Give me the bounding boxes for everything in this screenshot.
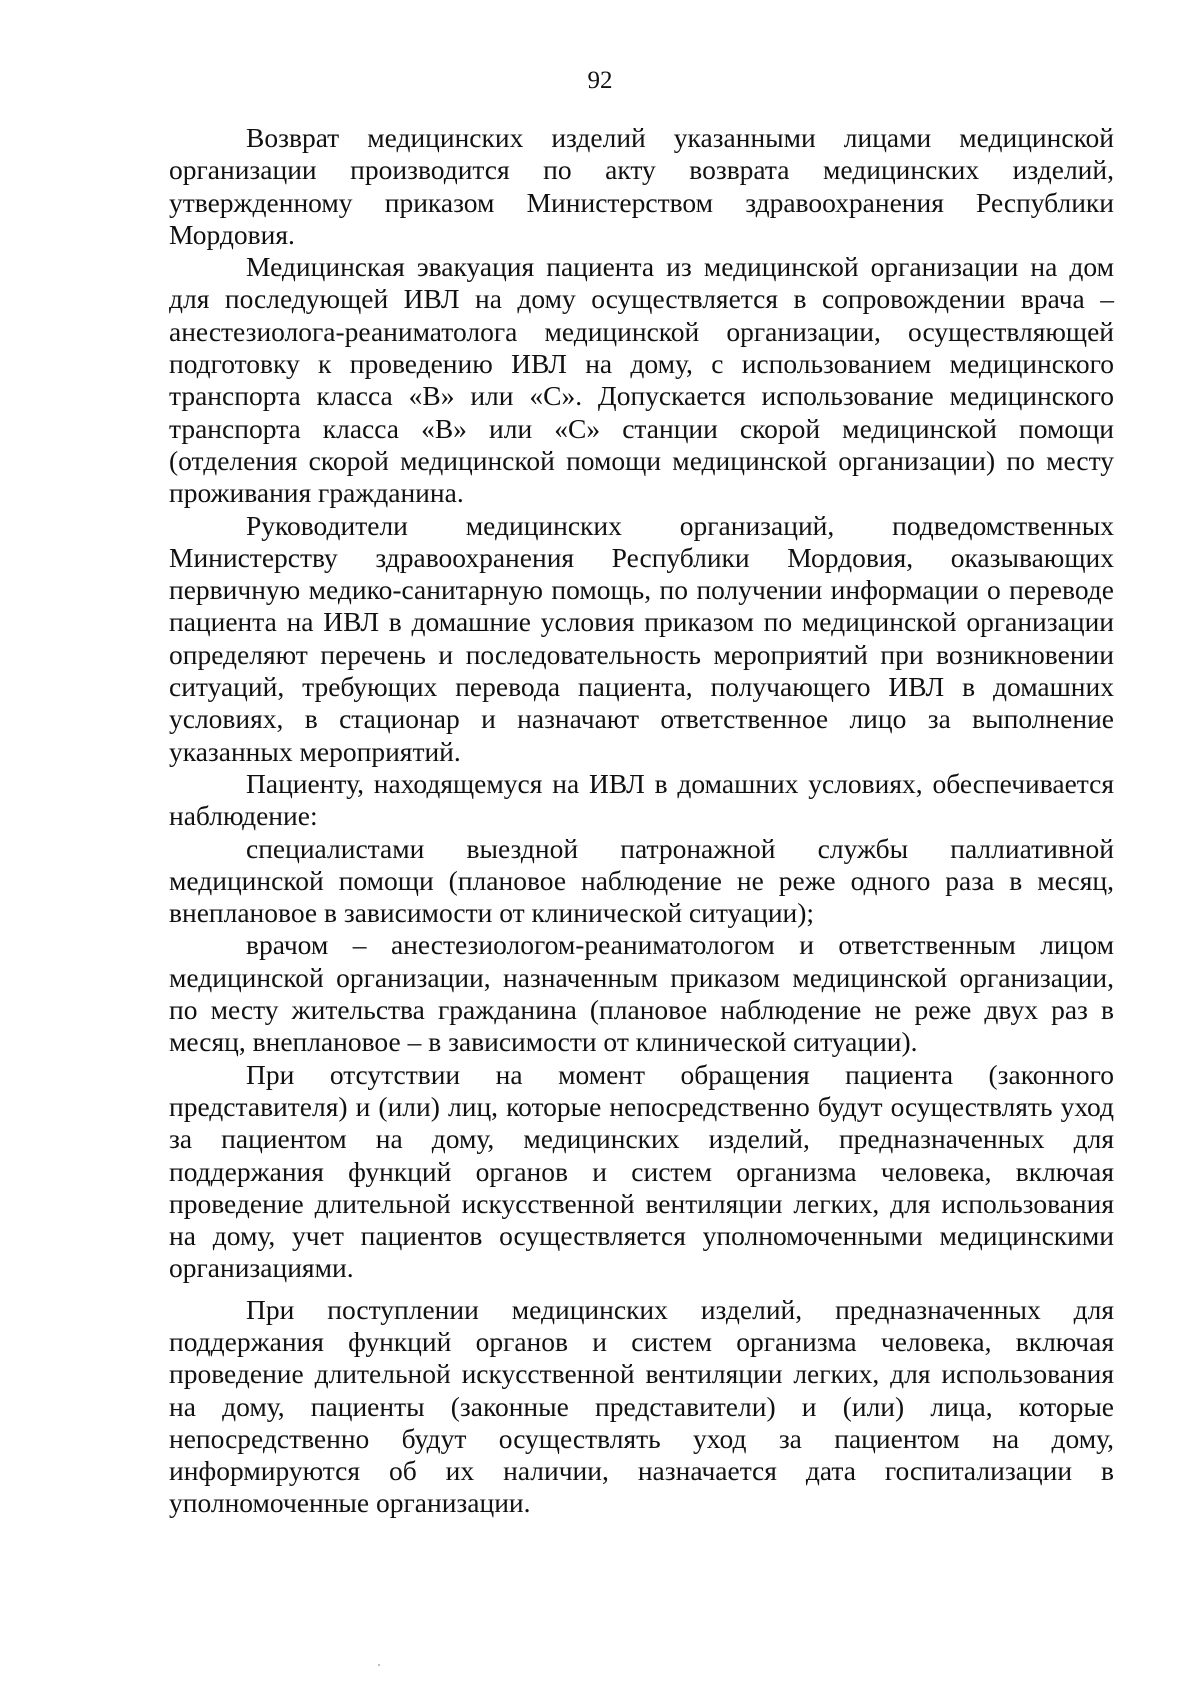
paragraph-medical-evacuation: Медицинская эвакуация пациента из медицинской организации на дом для последующей ИВЛ на дому осуществляется в сопровождении врача – анестезиолога-реаниматолога медицинской организации, осуществляющей подготовку к проведению ИВЛ на дому, с использованием медицинского транспорта класса «В» или «С». Допускается использование медицинского транспорта класса «В» или «С» станции скорой медицинской помощи (отделения скорой медицинской помощи медицинской организации) по месту проживания гражданина. [169,251,1114,509]
paragraph-organization-heads: Руководители медицинских организаций, подведомственных Министерству здравоохранения Республики Мордовия, оказывающих первичную медико-санитарную помощь, по получении информации о переводе пациента на ИВЛ в домашние условия приказом по медицинской организации определяют перечень и последовательность мероприятий при возникновении ситуаций, требующих перевода пациента, получающего ИВЛ в домашних условиях, в стационар и назначают ответственное лицо за выполнение указанных мероприятий. [169,509,1114,767]
paragraph-device-arrival: При поступлении медицинских изделий, предназначенных для поддержания функций органов и систем организма человека, включая проведение длительной искусственной вентиляции легких, для использования на дому, пациенты (законные представители) и (или) лица, которые непосредственно будут осуществлять уход за пациентом на дому, информируются об их наличии, назначается дата госпитализации в уполномоченные организации. [169,1293,1114,1519]
paragraph-absence-of-devices: При отсутствии на момент обращения пациента (законного представителя) и (или) лиц, которые непосредственно будут осуществлять уход за пациентом на дому, медицинских изделий, предназначенных для поддержания функций органов и систем организма человека, включая проведение длительной искусственной вентиляции легких, для использования на дому, учет пациентов осуществляется уполномоченными медицинскими организациями. [169,1058,1114,1284]
paragraph-anesthesiologist: врачом – анестезиологом-реаниматологом и ответственным лицом медицинской организации, назначенным приказом медицинской организации, по месту жительства гражданина (плановое наблюдение не реже двух раз в месяц, внеплановое – в зависимости от клинической ситуации). [169,929,1114,1058]
document-body [169,122,1114,1520]
paragraph-device-return: Возврат медицинских изделий указанными лицами медицинской организации производится по акту возврата медицинских изделий, утвержденному приказом Министерством здравоохранения Республики Мордовия. [169,122,1114,250]
scan-speck [378,1664,380,1666]
paragraph-patient-observation: Пациенту, находящемуся на ИВЛ в домашних условиях, обеспечивается наблюдение: [169,767,1114,832]
paragraph-palliative-specialists: специалистами выездной патронажной службы паллиативной медицинской помощи (плановое наблюдение не реже одного раза в месяц, внеплановое в зависимости от клинической ситуации); [169,832,1114,929]
page-number: 92 [587,67,613,94]
